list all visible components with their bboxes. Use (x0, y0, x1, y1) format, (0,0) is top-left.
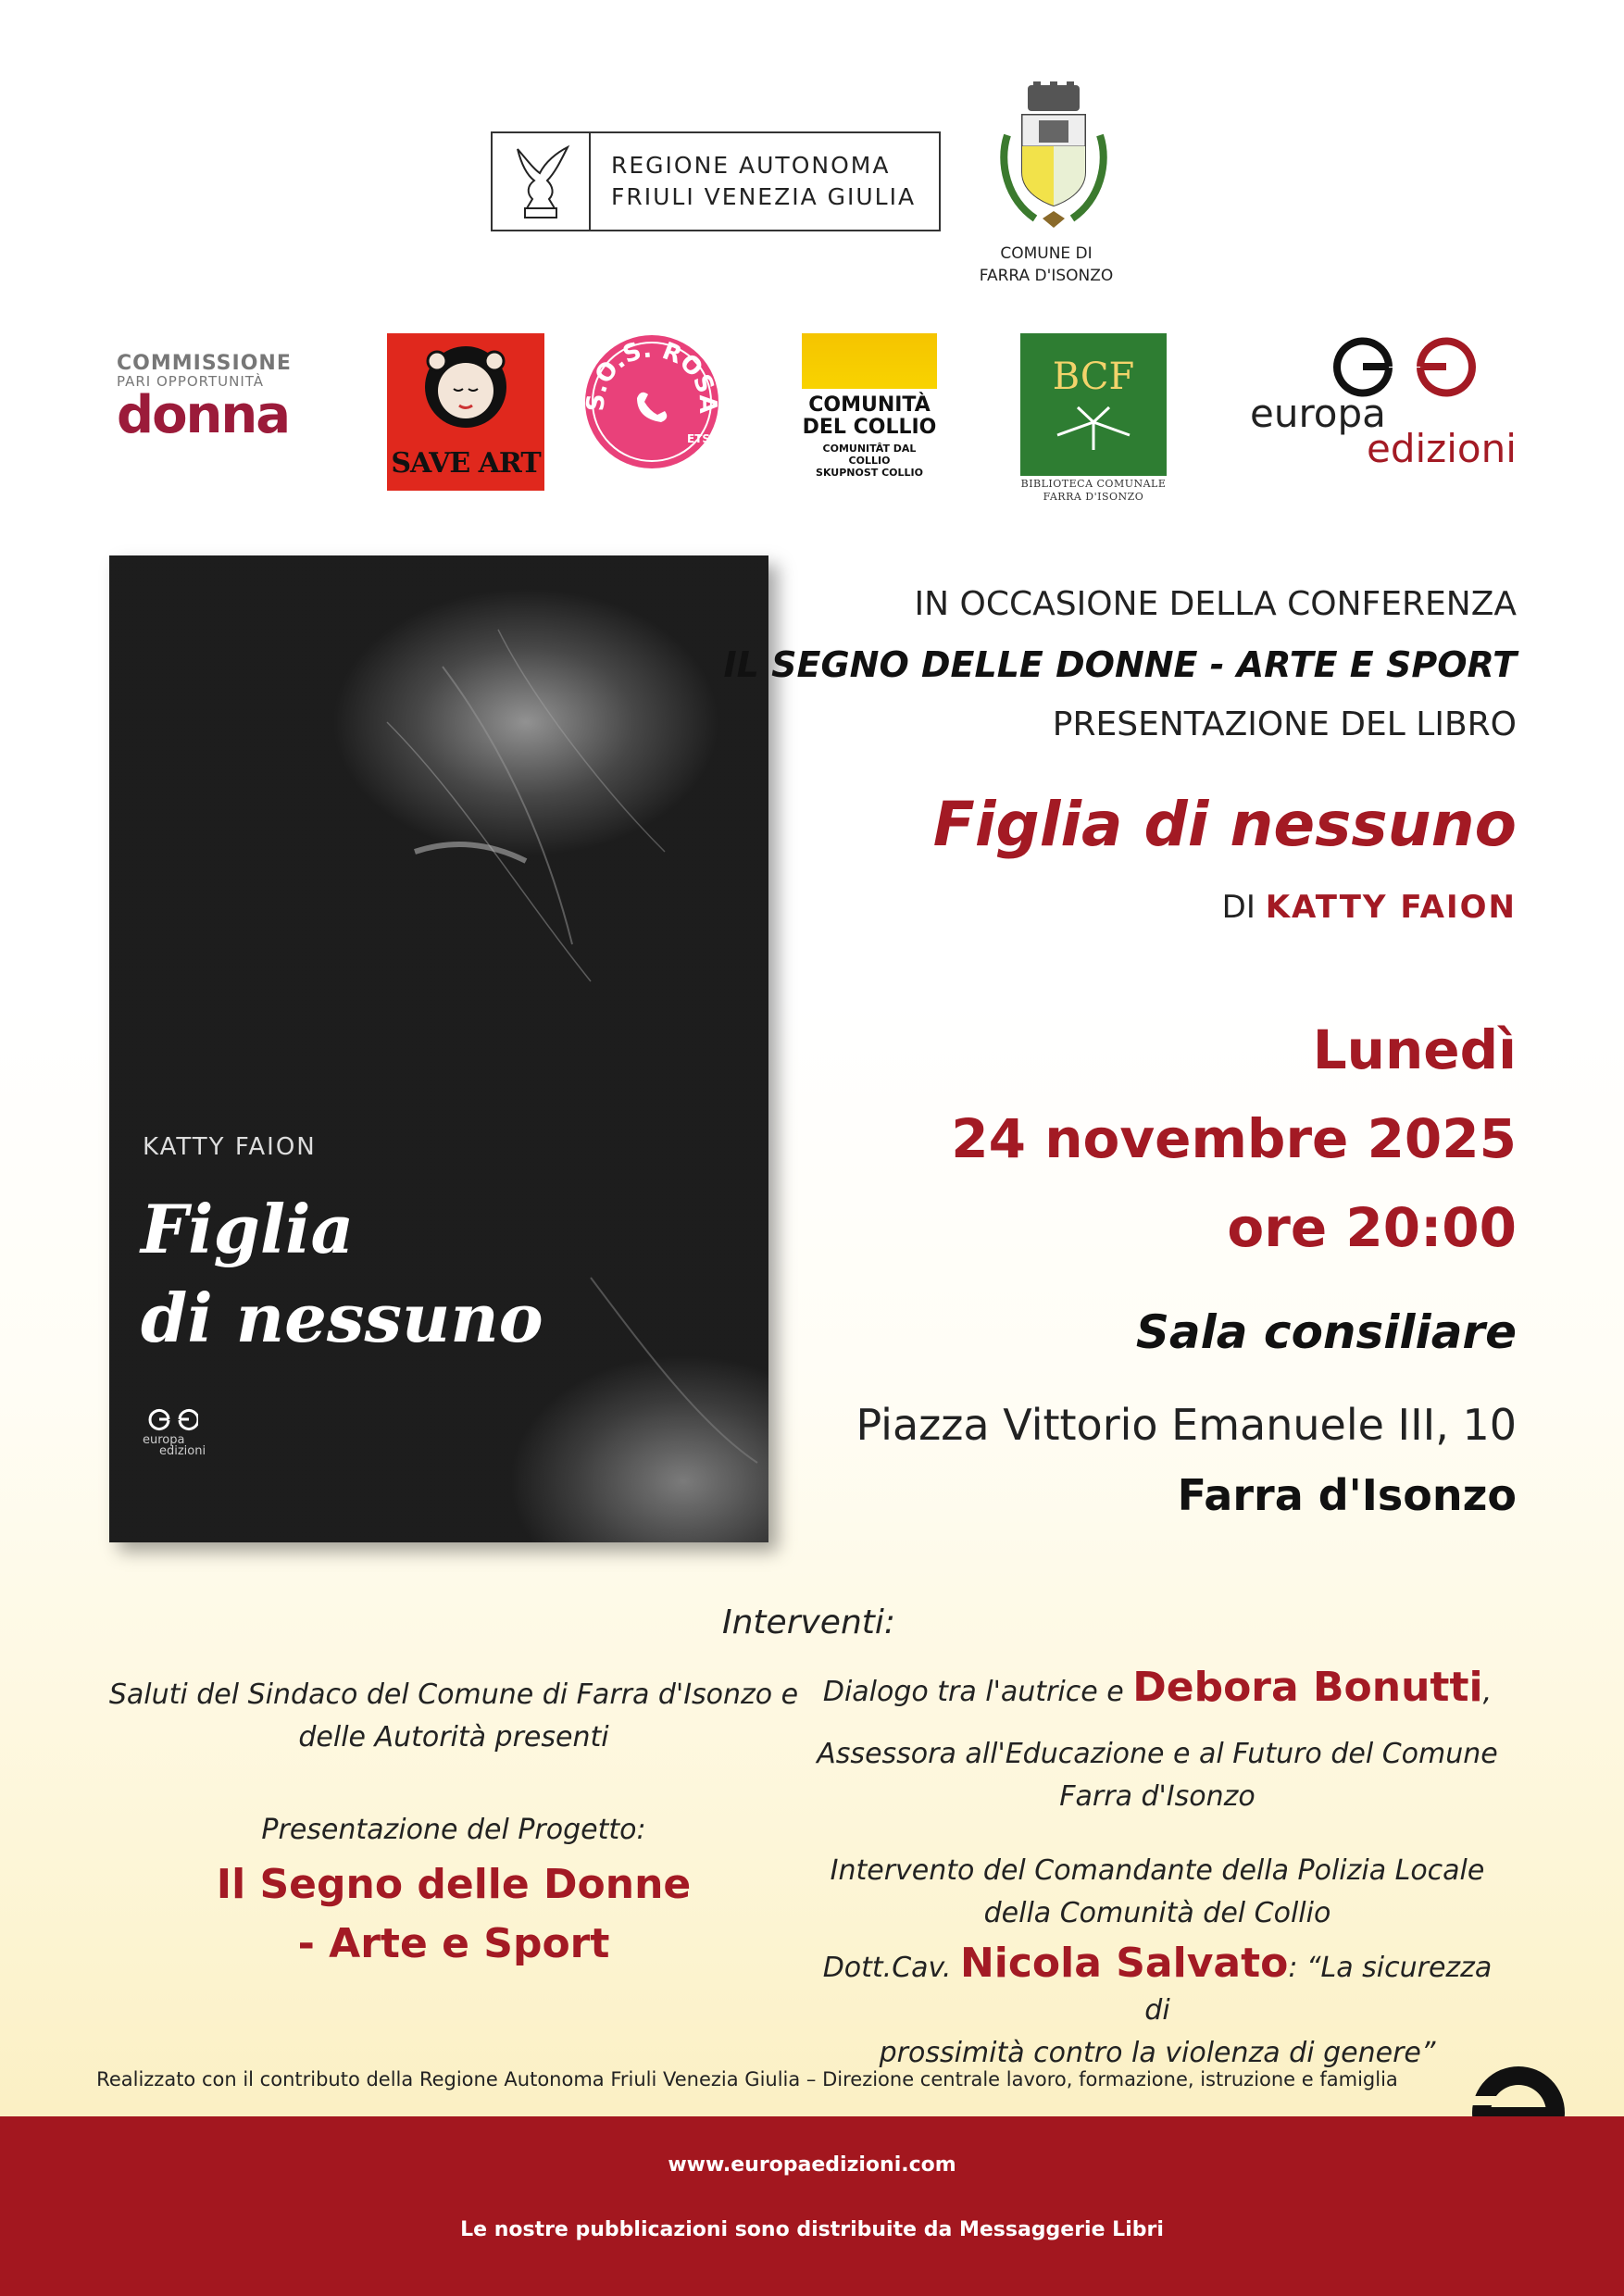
comune-label: COMUNE DI FARRA D'ISONZO (979, 244, 1114, 285)
book-publisher-logo: europa edizioni (143, 1407, 217, 1457)
interventi-heading: Interventi: (722, 1603, 896, 1641)
occasione-line: IN OCCASIONE DELLA CONFERENZA (914, 585, 1517, 623)
commissione-pari-opportunita-logo: COMMISSIONE PARI OPPORTUNITÀ donna (117, 352, 292, 445)
presentazione-line: PRESENTAZIONE DEL LIBRO (1052, 705, 1517, 743)
dialogo-name: Debora Bonutti (1132, 1664, 1483, 1711)
comandante-text: Intervento del Comandante della Polizia Locale della Comunità del Collio (830, 1854, 1485, 1929)
progetto-title: Il Segno delle Donne - Arte e Sport (216, 1861, 692, 1967)
dott-name: Nicola Salvato (959, 1940, 1289, 1987)
footer-bar (0, 2116, 1624, 2296)
author-name: KATTY FAION (1265, 889, 1517, 926)
contributo-note: Realizzato con il contributo della Regione Autonoma Friuli Venezia Giulia – Direzione centrale lavoro, formazione, istruzione e famiglia (96, 2068, 1398, 2090)
woman-face-icon (387, 333, 544, 444)
biblioteca-label: BIBLIOTECA COMUNALE FARRA D'ISONZO (1020, 478, 1167, 503)
biblioteca-logo (1020, 333, 1167, 476)
svg-text:S.O.S. ROSA: S.O.S. ROSA (583, 335, 720, 414)
event-date: 24 novembre 2025 (951, 1107, 1517, 1170)
website-link[interactable]: www.europaedizioni.com (668, 2153, 956, 2177)
distribution-note: Le nostre pubblicazioni sono distribuite da Messaggerie Libri (460, 2218, 1164, 2241)
regione-line1: REGIONE AUTONOMA (611, 152, 891, 179)
svg-text:ETS: ETS (687, 432, 711, 445)
progetto-label: Presentazione del Progetto: (261, 1814, 646, 1846)
event-day: Lunedì (1312, 1018, 1517, 1081)
assessora-text: Assessora all'Educazione e al Futuro del Comune Farra d'Isonzo (817, 1738, 1498, 1813)
sos-rosa-logo (583, 333, 720, 470)
eagle-icon (493, 133, 591, 230)
svg-text:BCF: BCF (1052, 356, 1135, 398)
europa-edizioni-logo: europa edizioni (1250, 333, 1528, 472)
portrait-image (109, 555, 768, 1542)
sun-rays-icon (802, 333, 937, 389)
comune-crest-icon (998, 80, 1109, 237)
book-cover (109, 555, 768, 1542)
author-line: DI KATTY FAION (1221, 889, 1517, 926)
conference-title: IL SEGNO DELLE DONNE - ARTE E SPORT (723, 644, 1517, 685)
dialogo-line: Dialogo tra l'autrice e Debora Bonutti, (822, 1664, 1493, 1711)
book-author: KATTY FAION (143, 1133, 317, 1161)
europa-e-icon (1250, 333, 1528, 398)
europa-e-icon (143, 1407, 198, 1431)
saluti-text: Saluti del Sindaco del Comune di Farra d'Isonzo e delle Autorità presenti (108, 1678, 799, 1753)
comunita-del-collio-logo: COMUNITÀ DEL COLLIO COMUNITÂT DAL COLLIO SKUPNOST COLLIO (802, 333, 937, 481)
event-city: Farra d'Isonzo (1177, 1470, 1517, 1520)
regione-logo (491, 131, 941, 231)
regione-line2: FRIULI VENEZIA GIULIA (611, 183, 917, 210)
save-art-logo: SAVE ART (387, 333, 544, 491)
event-venue: Sala consiliare (1135, 1305, 1517, 1359)
event-time: ore 20:00 (1227, 1196, 1517, 1259)
event-address: Piazza Vittorio Emanuele III, 10 (856, 1400, 1517, 1450)
book-title: Figlia di nessuno (141, 1190, 543, 1357)
book-title-heading: Figlia di nessuno (932, 789, 1517, 860)
dott-text: Dott.Cav. Nicola Salvato: “La sicurezza di prossimità contro la violenza di genere” (822, 1940, 1493, 2069)
